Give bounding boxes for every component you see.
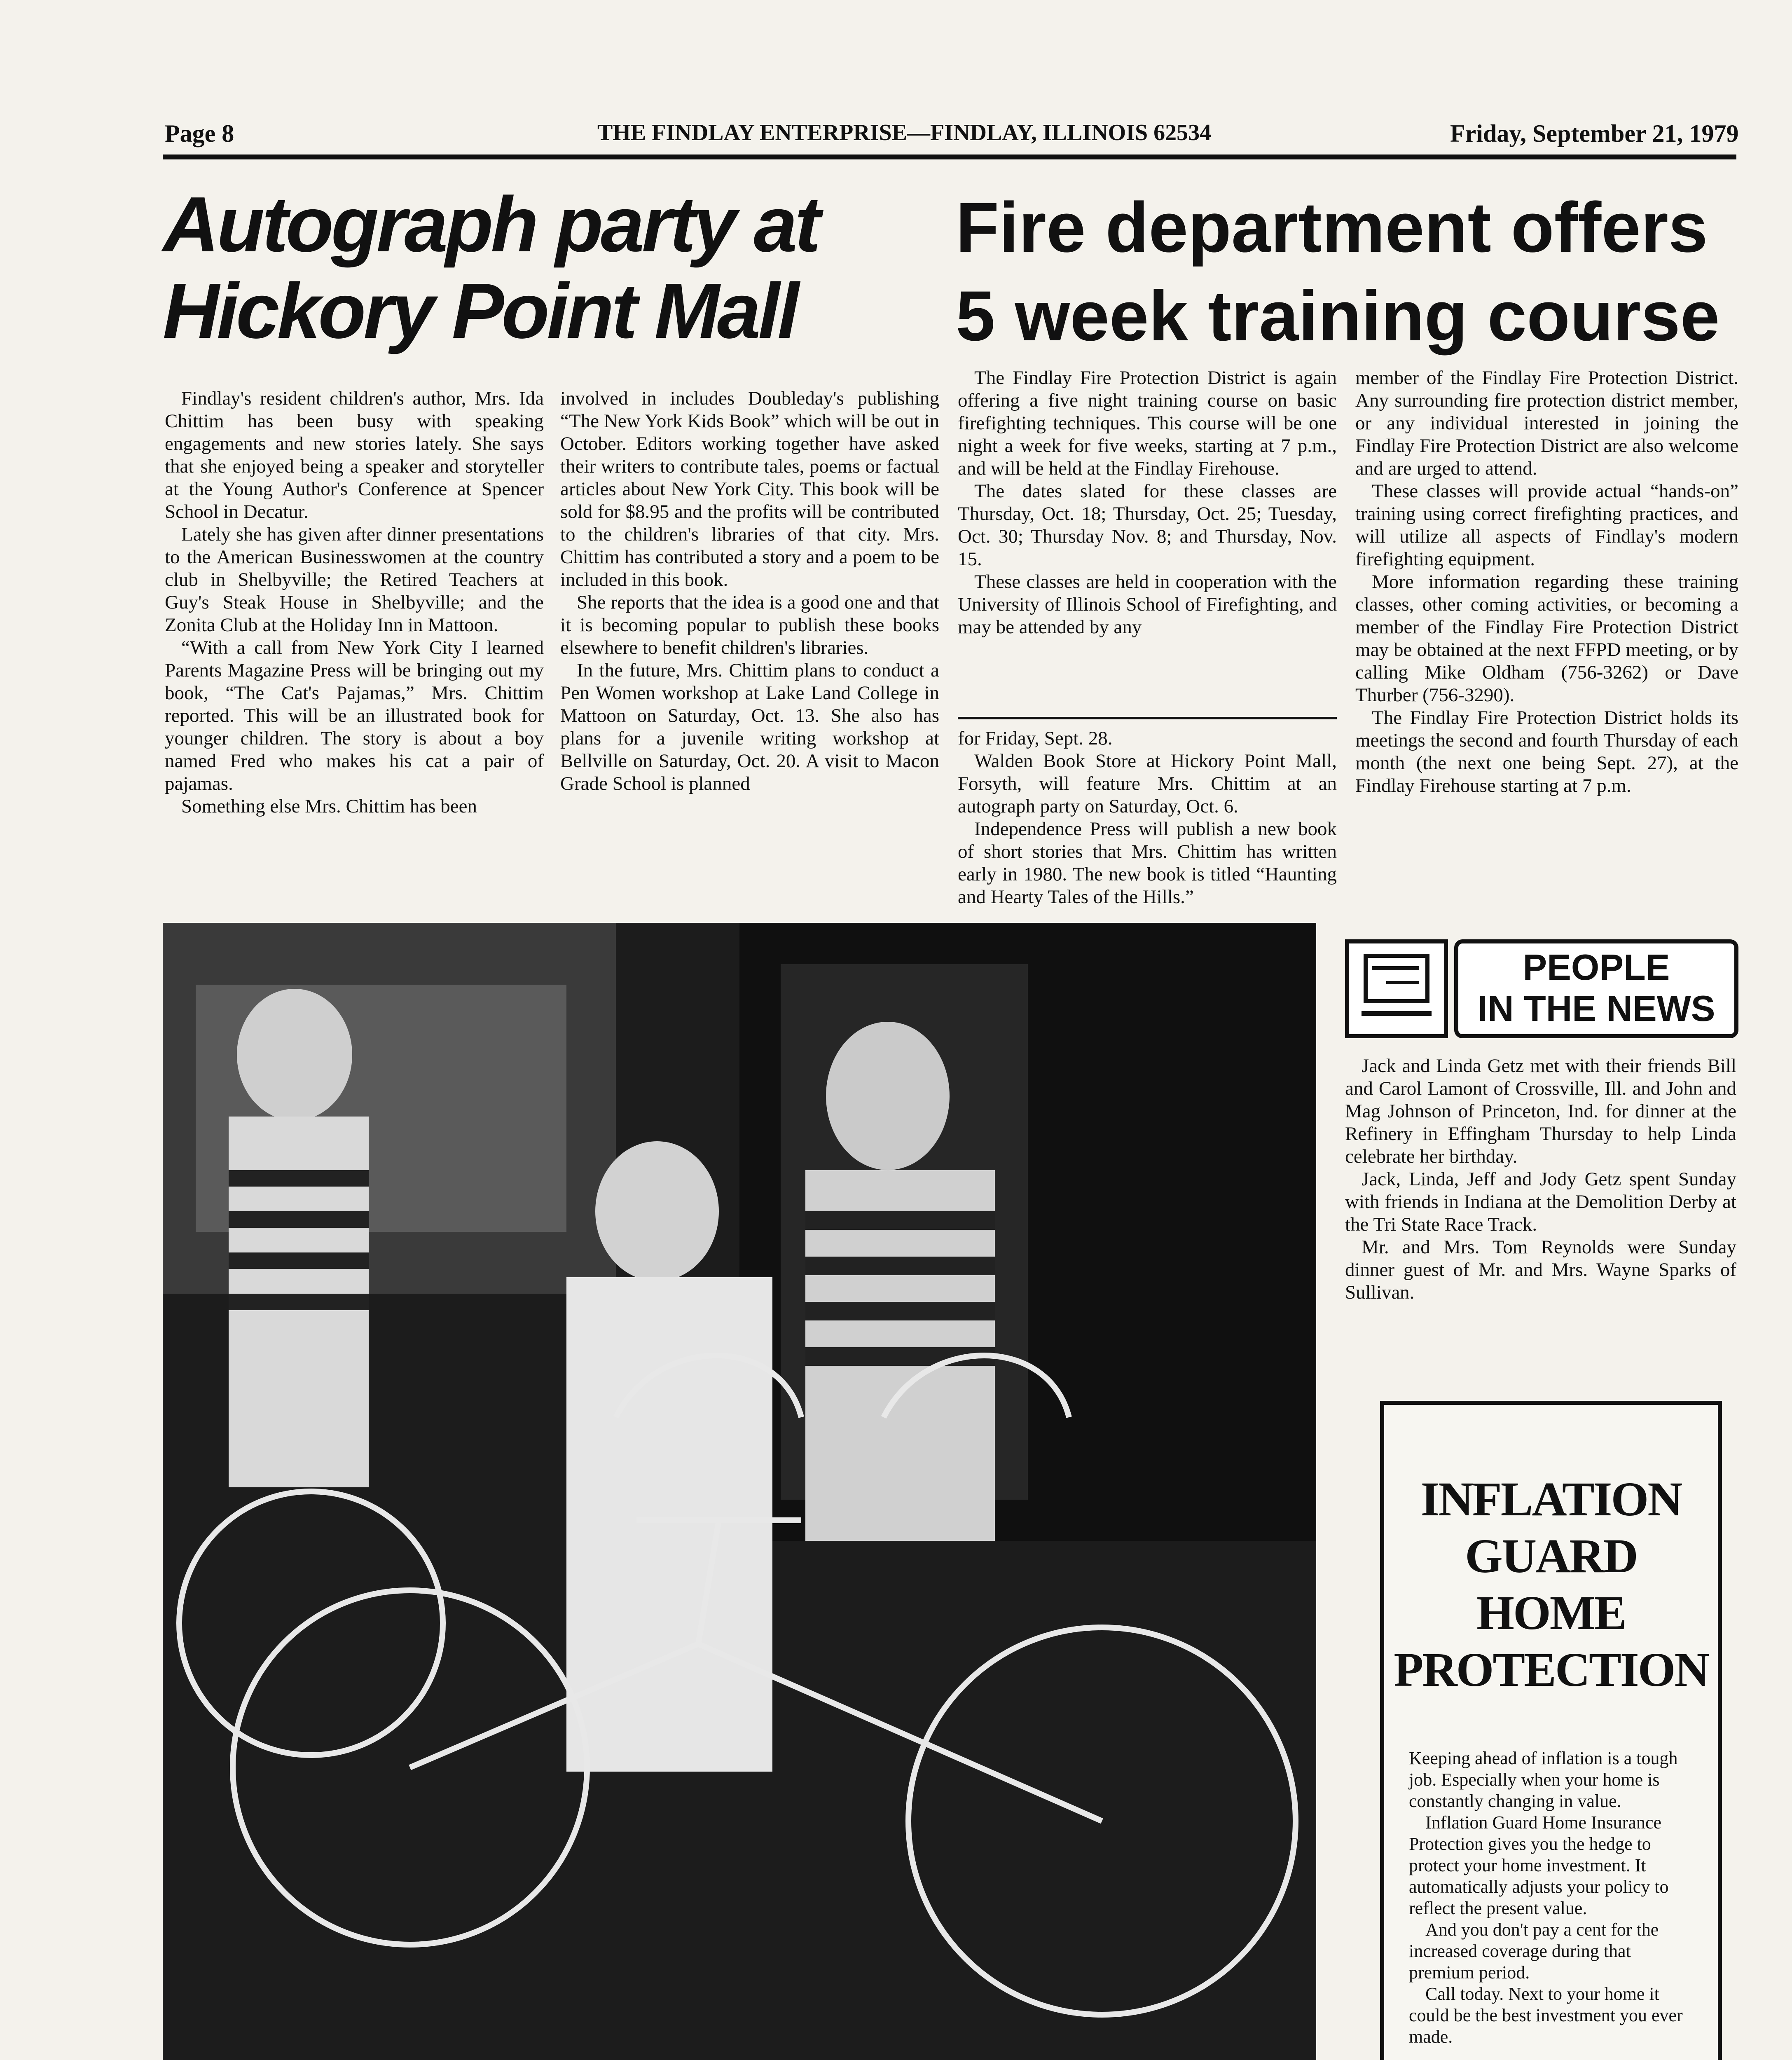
fire-column-1: The Findlay Fire Protection District is again offering a five night training course on basic firefighting techniques. This course will be one night a week for five weeks, starting at 7 p.m., and will be held at the Findlay Firehouse. The dates slated for these classes are Thursday, Oct. 18; Thursday, Oct. 25; Tuesday, Oct. 30; Thursday Nov. 8; and Thursday, Nov. 15. These classes are held in cooperation with the University of Illinois School of Firefighting, and may be attended by any: [958, 367, 1337, 638]
autograph-headline: Autograph party at Hickory Point Mall: [163, 181, 819, 355]
header-rule: [163, 154, 1736, 159]
issue-date: Friday, September 21, 1979: [1450, 120, 1739, 147]
inflation-guard-ad: [1380, 1401, 1722, 2060]
autograph-column-1: Findlay's resident children's author, Mrs. Ida Chittim has been busy with speaking engagements and new stories lately. She says that she enjoyed being a speaker and storyteller at the Young Author's Conference at Spencer School in Decatur. Lately she has given after dinner presentations to the American Businesswomen at the country club in Shelbyville; the Retired Teachers at Guy's Steak House in Shelbyville; and the Zonita Club at the Holiday Inn in Mattoon. “With a call from New York City I learned Parents Magazine Press will be bringing out my book, “The Cat's Pajamas,” Mrs. Chittim reported. This will be an illustrated book for younger children. The story is about a boy named Fred who makes his cat a pair of pajamas. Something else Mrs. Chittim has been: [165, 388, 544, 817]
page-number: Page 8: [165, 120, 234, 147]
autograph-column-2: involved in includes Doubleday's publishing “The New York Kids Book” which will be out in October. Editors working together have asked their writers to contribute tales, poems or factual articles about New York City. This book will be sold for $8.95 and the profits will be contributed to the children's libraries of that city. Mrs. Chittim has contributed a story and a poem to be included in this book. She reports that the idea is a good one and that it is becoming popular to publish these books elsewhere to benefit children's libraries. In the future, Mrs. Chittim plans to conduct a Pen Women workshop at Lake Land College in Mattoon on Saturday, Oct. 13. She also has plans for a juvenile writing workshop at Bellville on Saturday, Oct. 20. A visit to Macon Grade School is planned: [560, 388, 939, 794]
inflation-body: Keeping ahead of inflation is a tough job. Especially when your home is constantly changing in value. Inflation Guard Home Insurance Protection gives you the hedge to protect your home investment. It automatically adjusts your policy to reflect the present value. And you don't pay a cent for the increased coverage during that premium period. Call today. Next to your home it could be the best investment you ever made.: [1409, 1748, 1683, 2047]
autograph-continued: for Friday, Sept. 28. Walden Book Store at Hickory Point Mall, Forsyth, will feature Mrs. Chittim at an autograph party on Saturday, Oct. 6. Independence Press will publish a new book of short stories that Mrs. Chittim has written early in 1980. The new book is titled “Haunting and Hearty Tales of the Hills.”: [958, 728, 1337, 908]
photo-illustration: [163, 923, 1316, 2060]
inflation-title: INFLATION GUARD HOME PROTECTION: [1394, 1472, 1708, 1697]
people-icon: [1345, 939, 1448, 1038]
continuation-rule: [958, 717, 1337, 719]
fire-column-2: member of the Findlay Fire Protection District. Any surrounding fire protection district member, or any individual interested in joining the Findlay Fire Protection District are also welcome and are urged to attend. These classes will provide actual “hands-on” training using correct firefighting practices, and will utilize all aspects of Findlay's modern firefighting equipment. More information regarding these training classes, other coming activities, or becoming a member of the Findlay Fire Protection District may be obtained at the next FFPD meeting, or by calling Mike Oldham (756-3262) or Dave Thurber (756-3290). The Findlay Fire Protection District holds its meetings the second and fourth Thursday of each month (the next one being Sept. 27), at the Findlay Firehouse starting at 7 p.m.: [1355, 367, 1738, 796]
people-items: Jack and Linda Getz met with their friends Bill and Carol Lamont of Crossville, Ill. and John and Mag Johnson of Princeton, Ind. for dinner at the Refinery in Effingham Thursday to help Linda celebrate her birthday. Jack, Linda, Jeff and Jody Getz spent Sunday with friends in Indiana at the Demolition Derby at the Tri State Race Track. Mr. and Mrs. Tom Reynolds were Sunday dinner guest of Mr. and Mrs. Wayne Sparks of Sullivan.: [1345, 1055, 1736, 1303]
fire-headline: Fire department offers 5 week training course: [956, 188, 1720, 356]
people-banner: PEOPLE IN THE NEWS: [1454, 939, 1738, 1038]
masthead: THE FINDLAY ENTERPRISE—FINDLAY, ILLINOIS 62534: [597, 120, 1212, 145]
taffy-apple-photo: [163, 923, 1316, 2060]
